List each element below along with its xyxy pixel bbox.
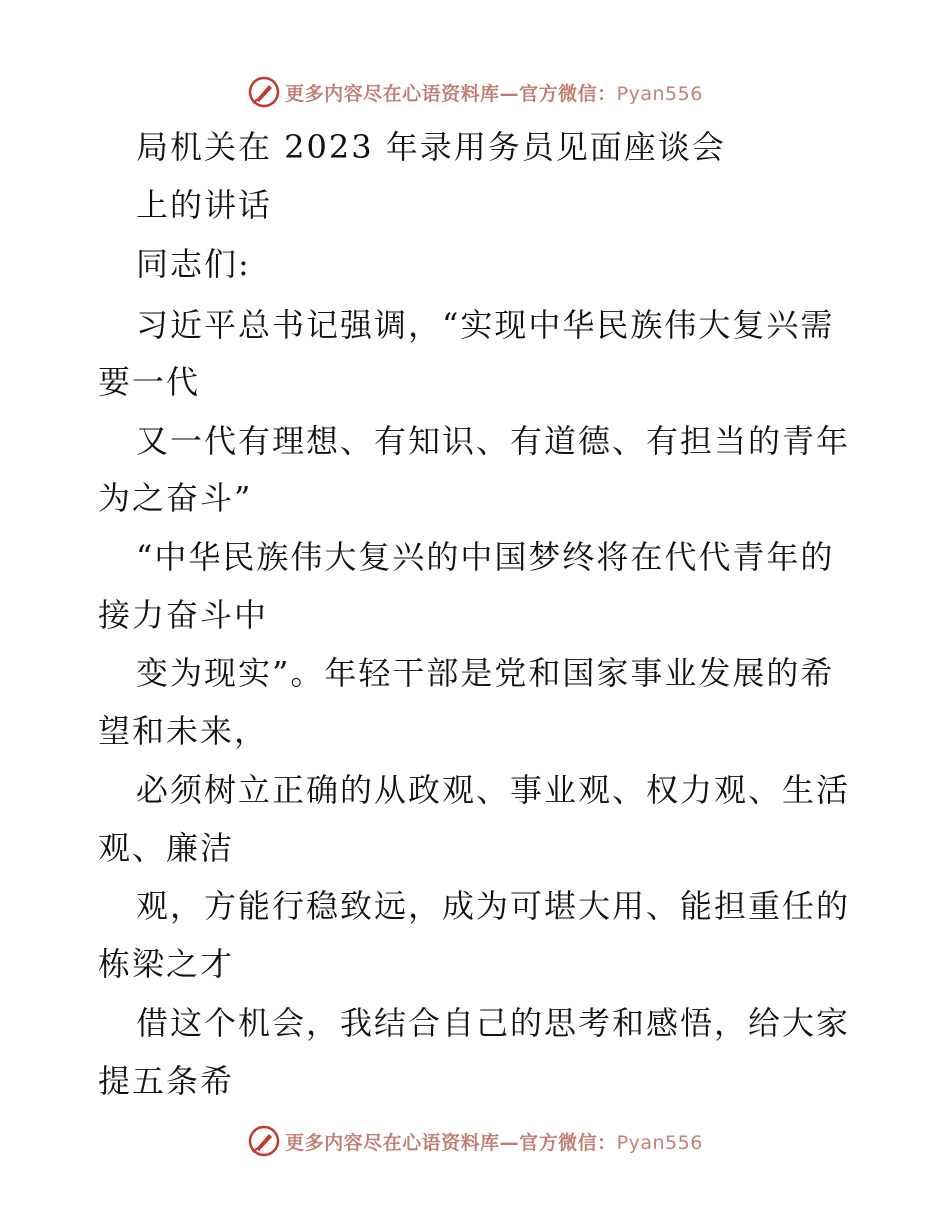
paragraph-line: 栋梁之才 <box>98 945 235 983</box>
salutation: 同志们: <box>136 245 251 283</box>
wechat-id: Pyan556 <box>616 1131 703 1154</box>
title-line-2: 上的讲话 <box>136 186 273 224</box>
wechat-id: Pyan556 <box>616 82 703 105</box>
paragraph-line: 习近平总书记强调，“实现中华民族伟大复兴需 <box>136 306 835 344</box>
watermark-text: 更多内容尽在心语资料库—官方微信：Pyan556 <box>285 1131 703 1154</box>
paragraph-line: 又一代有理想、有知识、有道德、有担当的青年 <box>136 422 851 460</box>
title-line-1: 局机关在 2023 年录用务员见面座谈会 <box>136 128 726 166</box>
paragraph-line: 必须树立正确的从政观、事业观、权力观、生活 <box>136 771 851 809</box>
paragraph-line: 借这个机会，我结合自己的思考和感悟，给大家 <box>136 1004 851 1042</box>
paragraph-line: 观，方能行稳致远，成为可堪大用、能担重任的 <box>136 887 851 925</box>
paragraph-line: 为之奋斗” <box>98 479 253 517</box>
watermark-text: 更多内容尽在心语资料库—官方微信：Pyan556 <box>285 82 703 105</box>
quill-pen-logo-icon <box>247 1124 281 1158</box>
paragraph-line: 变为现实”。年轻干部是党和国家事业发展的希 <box>136 654 835 692</box>
paragraph-line: 提五条希 <box>98 1062 235 1100</box>
footer-watermark-banner <box>0 1121 950 1161</box>
paragraph-line: 望和未来， <box>98 712 269 750</box>
paragraph-line: 接力奋斗中 <box>98 596 269 634</box>
paragraph-line: 要一代 <box>98 363 201 401</box>
paragraph-line: “中华民族伟大复兴的中国梦终将在代代青年的 <box>136 538 835 576</box>
paragraph-line: 观、廉洁 <box>98 829 235 867</box>
